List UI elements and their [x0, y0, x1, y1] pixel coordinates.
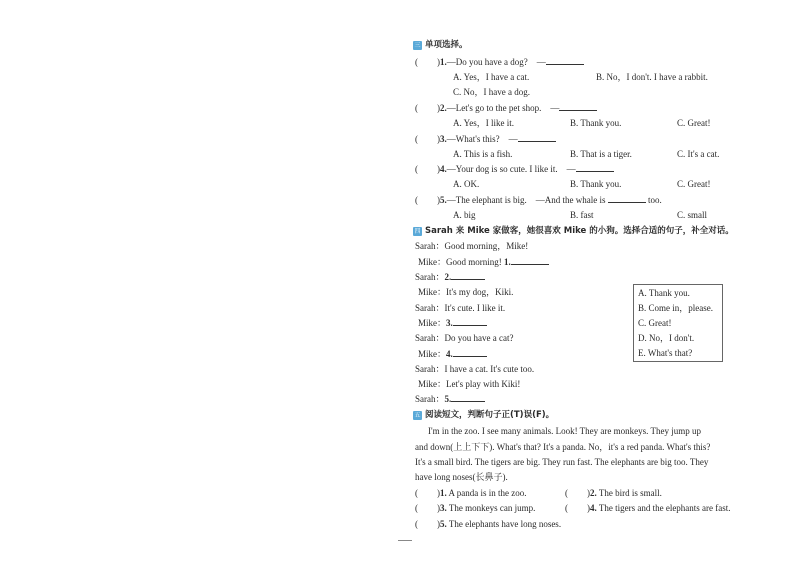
- option-b: B. fast: [570, 210, 594, 220]
- option-b: B. No，I don't. I have a rabbit.: [596, 72, 708, 82]
- line-text: It's cute. I like it.: [444, 303, 506, 313]
- tf-item: ( )1. A panda is in the zoo.: [415, 488, 527, 498]
- item-text: A panda is in the zoo.: [448, 488, 527, 498]
- line-text: I have a cat. It's cute too.: [444, 364, 535, 374]
- passage-line: have long noses(长鼻子).: [415, 472, 508, 482]
- option-b: B. Thank you.: [570, 118, 622, 128]
- option-c: C. It's a cat.: [677, 149, 720, 159]
- item-text: The tigers and the elephants are fast.: [598, 503, 731, 513]
- question-1: ( )1.—Do you have a dog? —: [415, 56, 584, 68]
- answer-blank[interactable]: [608, 194, 646, 203]
- answer-blank[interactable]: [546, 56, 584, 65]
- dialogue-line: [418, 286, 513, 298]
- section-title-2: Sarah 来 Mike 家做客，她很喜欢 Mike 的小狗。选择合适的句子，补全对话。: [425, 226, 734, 236]
- item-number: 4.: [590, 503, 597, 513]
- option-item: A. Thank you.: [638, 288, 690, 298]
- option-c: C. small: [677, 210, 708, 220]
- blank-number: 1.: [504, 257, 511, 267]
- dialogue-line: [418, 348, 487, 360]
- dialogue-line: [418, 378, 520, 390]
- passage-line: It's a small bird. The tigers are big. They run fast. The elephants are big too. They: [415, 457, 709, 467]
- dialogue-line: [418, 256, 549, 268]
- option-a: A. big: [453, 210, 476, 220]
- line-text: Good morning!: [446, 257, 502, 267]
- answer-blank[interactable]: [511, 256, 549, 265]
- dialogue-line: [415, 393, 485, 405]
- question-text: —Let's go to the pet shop. —: [446, 103, 560, 113]
- option-b: B. Thank you.: [570, 179, 622, 189]
- speaker: Mike：: [418, 379, 446, 389]
- question-number: 4.: [440, 164, 447, 174]
- dialogue-line: [415, 332, 513, 344]
- page-footer-rule: [398, 540, 412, 541]
- speaker: Sarah：: [415, 272, 445, 282]
- answer-blank[interactable]: [559, 102, 597, 111]
- option-a: A. This is a fish.: [453, 149, 513, 159]
- speaker: Sarah：: [415, 394, 445, 404]
- option-b: B. That is a tiger.: [570, 149, 632, 159]
- blank-number: 3.: [446, 318, 453, 328]
- question-text-tail: too.: [647, 195, 662, 205]
- question-2: ( )2.—Let's go to the pet shop. —: [415, 102, 597, 114]
- answer-blank[interactable]: [451, 271, 485, 280]
- question-3: ( )3.—What's this? —: [415, 133, 556, 145]
- question-number: 2.: [440, 103, 447, 113]
- question-4: ( )4.—Your dog is so cute. I like it. —: [415, 163, 614, 175]
- dialogue-line: [415, 271, 485, 283]
- tf-item: ( )2. The bird is small.: [565, 488, 662, 498]
- option-c: C. No，I have a dog.: [453, 87, 530, 97]
- section-badge-2: 四: [414, 228, 421, 235]
- line-text: It's my dog，Kiki.: [446, 287, 514, 297]
- section-badge-1: 三: [414, 42, 421, 49]
- option-c: C. Great!: [677, 179, 711, 189]
- option-a: A. OK.: [453, 179, 480, 189]
- answer-blank[interactable]: [453, 317, 487, 326]
- speaker: Sarah：: [415, 333, 445, 343]
- line-text: Do you have a cat?: [444, 333, 514, 343]
- item-number: 5.: [440, 519, 447, 529]
- item-number: 2.: [590, 488, 597, 498]
- section-title-1: 单项选择。: [425, 40, 468, 50]
- speaker: Mike：: [418, 349, 446, 359]
- answer-blank[interactable]: [518, 133, 556, 142]
- question-number: 5.: [440, 195, 447, 205]
- option-item: C. Great!: [638, 318, 672, 328]
- option-a: A. Yes，I have a cat.: [453, 72, 530, 82]
- item-text: The bird is small.: [598, 488, 662, 498]
- dialogue-line: [418, 317, 487, 329]
- option-item: D. No，I don't.: [638, 333, 695, 343]
- blank-number: 4.: [446, 349, 453, 359]
- line-text: Good morning，Mike!: [444, 241, 529, 251]
- question-number: 1.: [440, 57, 447, 67]
- question-text: —Your dog is so cute. I like it. —: [446, 164, 576, 174]
- section-badge-3: 五: [414, 412, 421, 419]
- item-number: 1.: [440, 488, 447, 498]
- item-text: The monkeys can jump.: [448, 503, 536, 513]
- question-text: —The elephant is big. —And the whale is: [446, 195, 606, 205]
- dialogue-line: [415, 363, 534, 375]
- question-text: —What's this? —: [446, 134, 518, 144]
- item-number: 3.: [440, 503, 447, 513]
- passage-line: and down(上上下下). What's that? It's a panda. No，it's a red panda. What's this?: [415, 442, 711, 452]
- speaker: Sarah：: [415, 364, 445, 374]
- passage-line: I'm in the zoo. I see many animals. Look! They are monkeys. They jump up: [428, 426, 701, 436]
- speaker: Mike：: [418, 257, 446, 267]
- section-title-3: 阅读短文，判断句子正(T)误(F)。: [425, 410, 555, 420]
- option-c: C. Great!: [677, 118, 711, 128]
- options-box: [633, 284, 723, 362]
- option-item: B. Come in，please.: [638, 303, 713, 313]
- option-a: A. Yes，I like it.: [453, 118, 515, 128]
- answer-blank[interactable]: [453, 348, 487, 357]
- blank-number: 5.: [444, 394, 452, 404]
- speaker: Mike：: [418, 318, 446, 328]
- question-number: 3.: [440, 134, 447, 144]
- blank-number: 2.: [444, 272, 452, 282]
- speaker: Mike：: [418, 287, 446, 297]
- question-5: ( )5.—The elephant is big. —And the whale is too.: [415, 195, 662, 205]
- speaker: Sarah：: [415, 303, 445, 313]
- tf-item: ( )3. The monkeys can jump.: [415, 503, 536, 513]
- dialogue-line: [415, 240, 528, 252]
- question-text: —Do you have a dog? —: [446, 57, 546, 67]
- option-item: E. What's that?: [638, 348, 693, 358]
- speaker: Sarah：: [415, 241, 445, 251]
- answer-blank[interactable]: [576, 163, 614, 172]
- item-text: The elephants have long noses.: [448, 519, 562, 529]
- answer-blank[interactable]: [451, 393, 485, 402]
- tf-item: ( )5. The elephants have long noses.: [415, 519, 562, 529]
- line-text: Let's play with Kiki!: [446, 379, 521, 389]
- tf-item: ( )4. The tigers and the elephants are fast.: [565, 503, 731, 513]
- dialogue-line: [415, 302, 505, 314]
